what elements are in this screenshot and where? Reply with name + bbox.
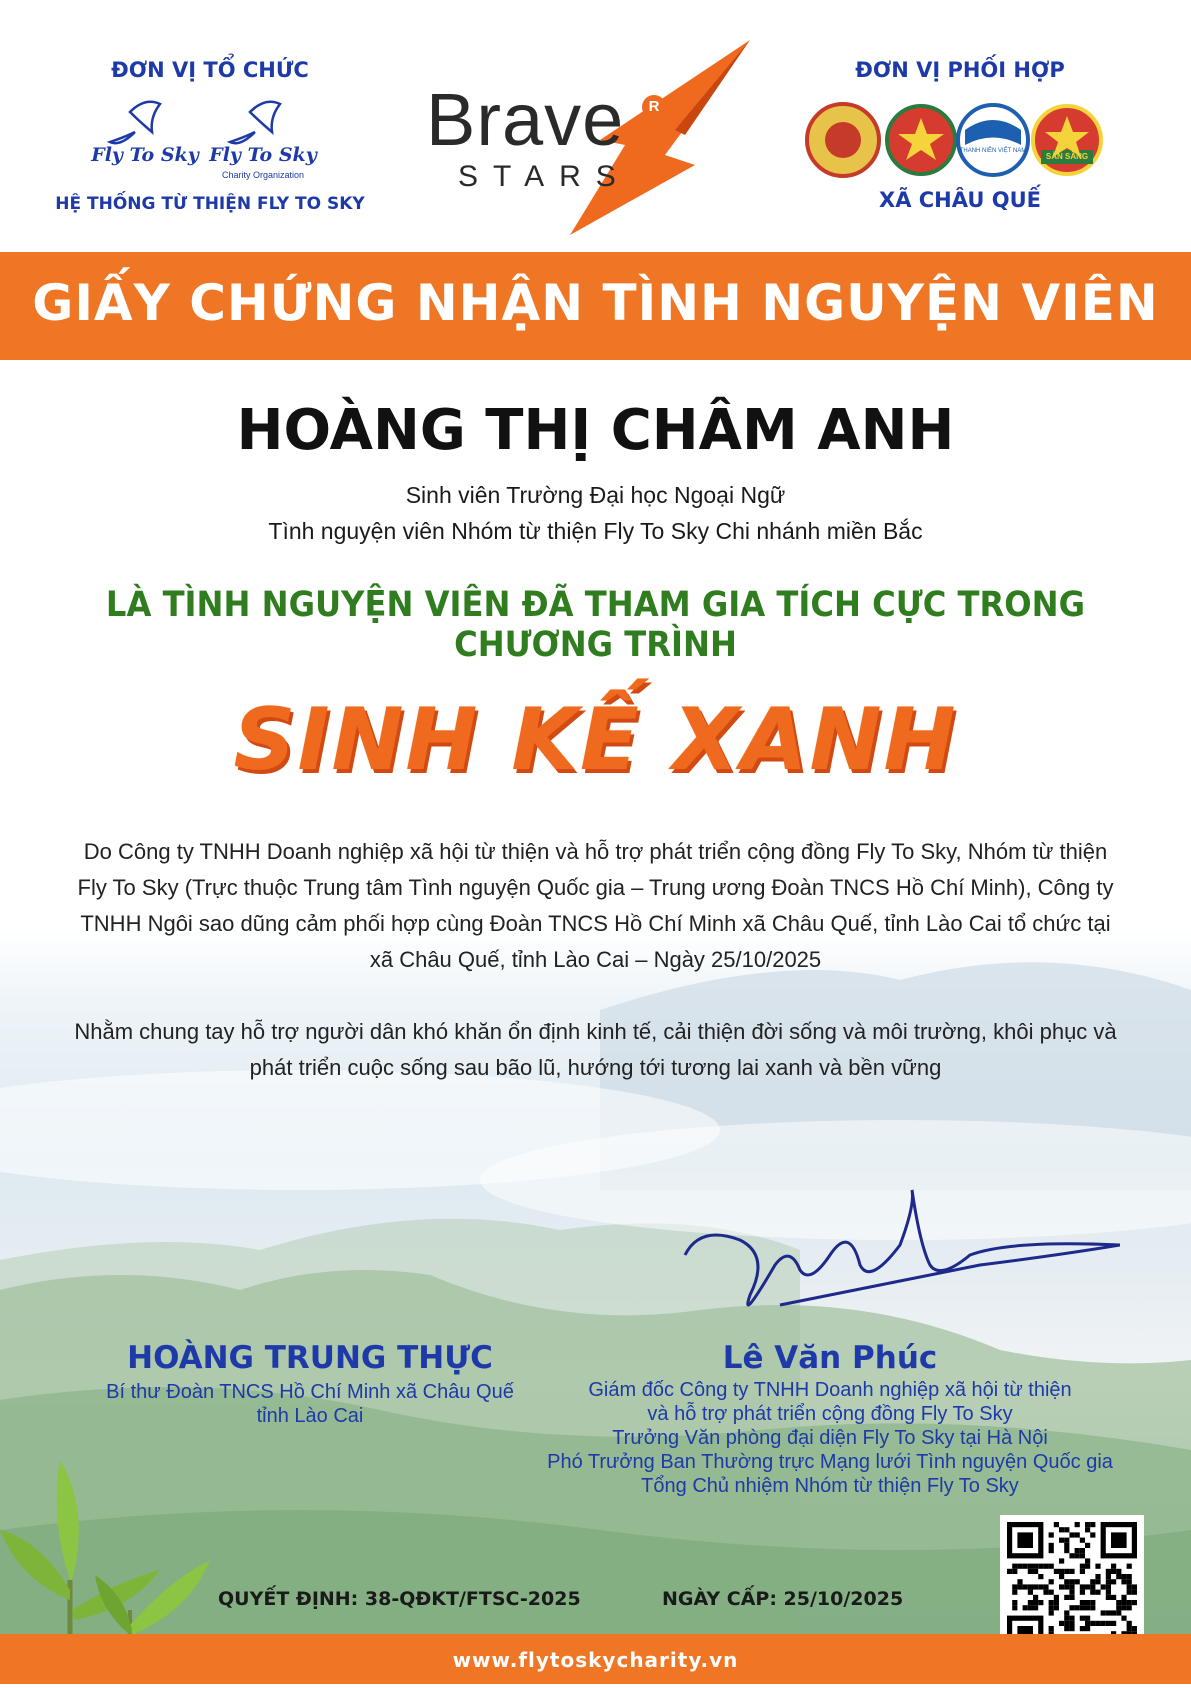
signatory-right-role: [520, 1378, 1140, 1498]
signatory-right-role-line: Tổng Chủ nhiệm Nhóm từ thiện Fly To Sky: [641, 1475, 1019, 1497]
signatory-right-role-line: Giám đốc Công ty TNHH Doanh nghiệp xã hội từ thiện: [588, 1379, 1072, 1401]
body-paragraph-2: Nhằm chung tay hỗ trợ người dân khó khăn ổn định kinh tế, cải thiện đời sống và môi trường, khôi phục và phát triển cuộc sống sau bão lũ, hướng tới tương lai xanh và bền vững: [74, 1019, 1117, 1080]
signatory-left-role-line: tỉnh Lào Cai: [256, 1405, 364, 1427]
signatory-right-role-line: Phó Trưởng Ban Thường trực Mạng lưới Tình nguyện Quốc gia: [547, 1451, 1113, 1473]
organizer-logo-2-text: Fly To Sky: [209, 144, 317, 166]
signatory-right-name: Lê Văn Phúc: [722, 1340, 938, 1376]
signatory-right-role-line: Trưởng Văn phòng đại diện Fly To Sky tại Hà Nội: [612, 1427, 1048, 1449]
organizer-title: ĐƠN VỊ TỔ CHỨC: [111, 58, 309, 82]
statement-text: LÀ TÌNH NGUYỆN VIÊN ĐÃ THAM GIA TÍCH CỰC TRONG CHƯƠNG TRÌNH: [105, 585, 1086, 665]
program-name: SINH KẾ XANH: [233, 690, 958, 790]
partner-seals: [805, 100, 1105, 180]
partner-logo-3-text: THANH NIÊN VIỆT NAM: [959, 148, 1027, 154]
partner-logo-4-text: SẴN SÀNG: [1045, 152, 1089, 161]
body-paragraph-1: Do Công ty TNHH Doanh nghiệp xã hội từ thiện và hỗ trợ phát triển cộng đồng Fly To Sky, Nhóm từ thiện Fly To Sky (Trực thuộc Trung tâm Tình nguyện Quốc gia – Trung ương Đoàn TNCS Hồ Chí Minh), Công ty TNHH Ngôi sao dũng cảm phối hợp cùng Đoàn TNCS Hồ Chí Minh xã Châu Quế, tỉnh Lào Cai tổ chức tại xã Châu Quế, tỉnh Lào Cai – Ngày 25/10/2025: [77, 839, 1114, 972]
organizer-subtitle: HỆ THỐNG TỪ THIỆN FLY TO SKY: [55, 194, 365, 214]
partner-subtitle: XÃ CHÂU QUẾ: [879, 188, 1041, 212]
signatory-left-name: HOÀNG TRUNG THỰC: [127, 1340, 493, 1376]
issue-date: NGÀY CẤP: 25/10/2025: [662, 1588, 904, 1610]
recipient-line-2: Tình nguyện viên Nhóm từ thiện Fly To Sky Chi nhánh miền Bắc: [268, 518, 923, 544]
partner-title: ĐƠN VỊ PHỐI HỢP: [855, 58, 1065, 82]
brave-stars-logo-icon: [420, 35, 760, 240]
signature-icon: [680, 1185, 1120, 1335]
organizer-logo-1-text: Fly To Sky: [91, 144, 199, 166]
signatory-left-role: [100, 1380, 520, 1428]
website-link[interactable]: www.flytoskycharity.vn: [452, 1648, 739, 1672]
brand-sub: STARS: [458, 160, 631, 193]
brand-main: Brave: [426, 78, 625, 161]
certificate-title: GIẤY CHỨNG NHẬN TÌNH NGUYỆN VIÊN: [32, 274, 1159, 332]
signatory-left-role-line: Bí thư Đoàn TNCS Hồ Chí Minh xã Châu Quế: [106, 1381, 514, 1403]
organizer-logos: [90, 92, 330, 192]
brand-registered-mark: R: [642, 95, 666, 119]
decision-number: QUYẾT ĐỊNH: 38-QĐKT/FTSC-2025: [218, 1588, 581, 1610]
organizer-logo-2-sub: Charity Organization: [221, 170, 305, 180]
recipient-line-1: Sinh viên Trường Đại học Ngoại Ngữ: [405, 482, 786, 508]
recipient-name: HOÀNG THỊ CHÂM ANH: [236, 398, 955, 463]
signatory-right-role-line: và hỗ trợ phát triển cộng đồng Fly To Sky: [647, 1403, 1013, 1425]
